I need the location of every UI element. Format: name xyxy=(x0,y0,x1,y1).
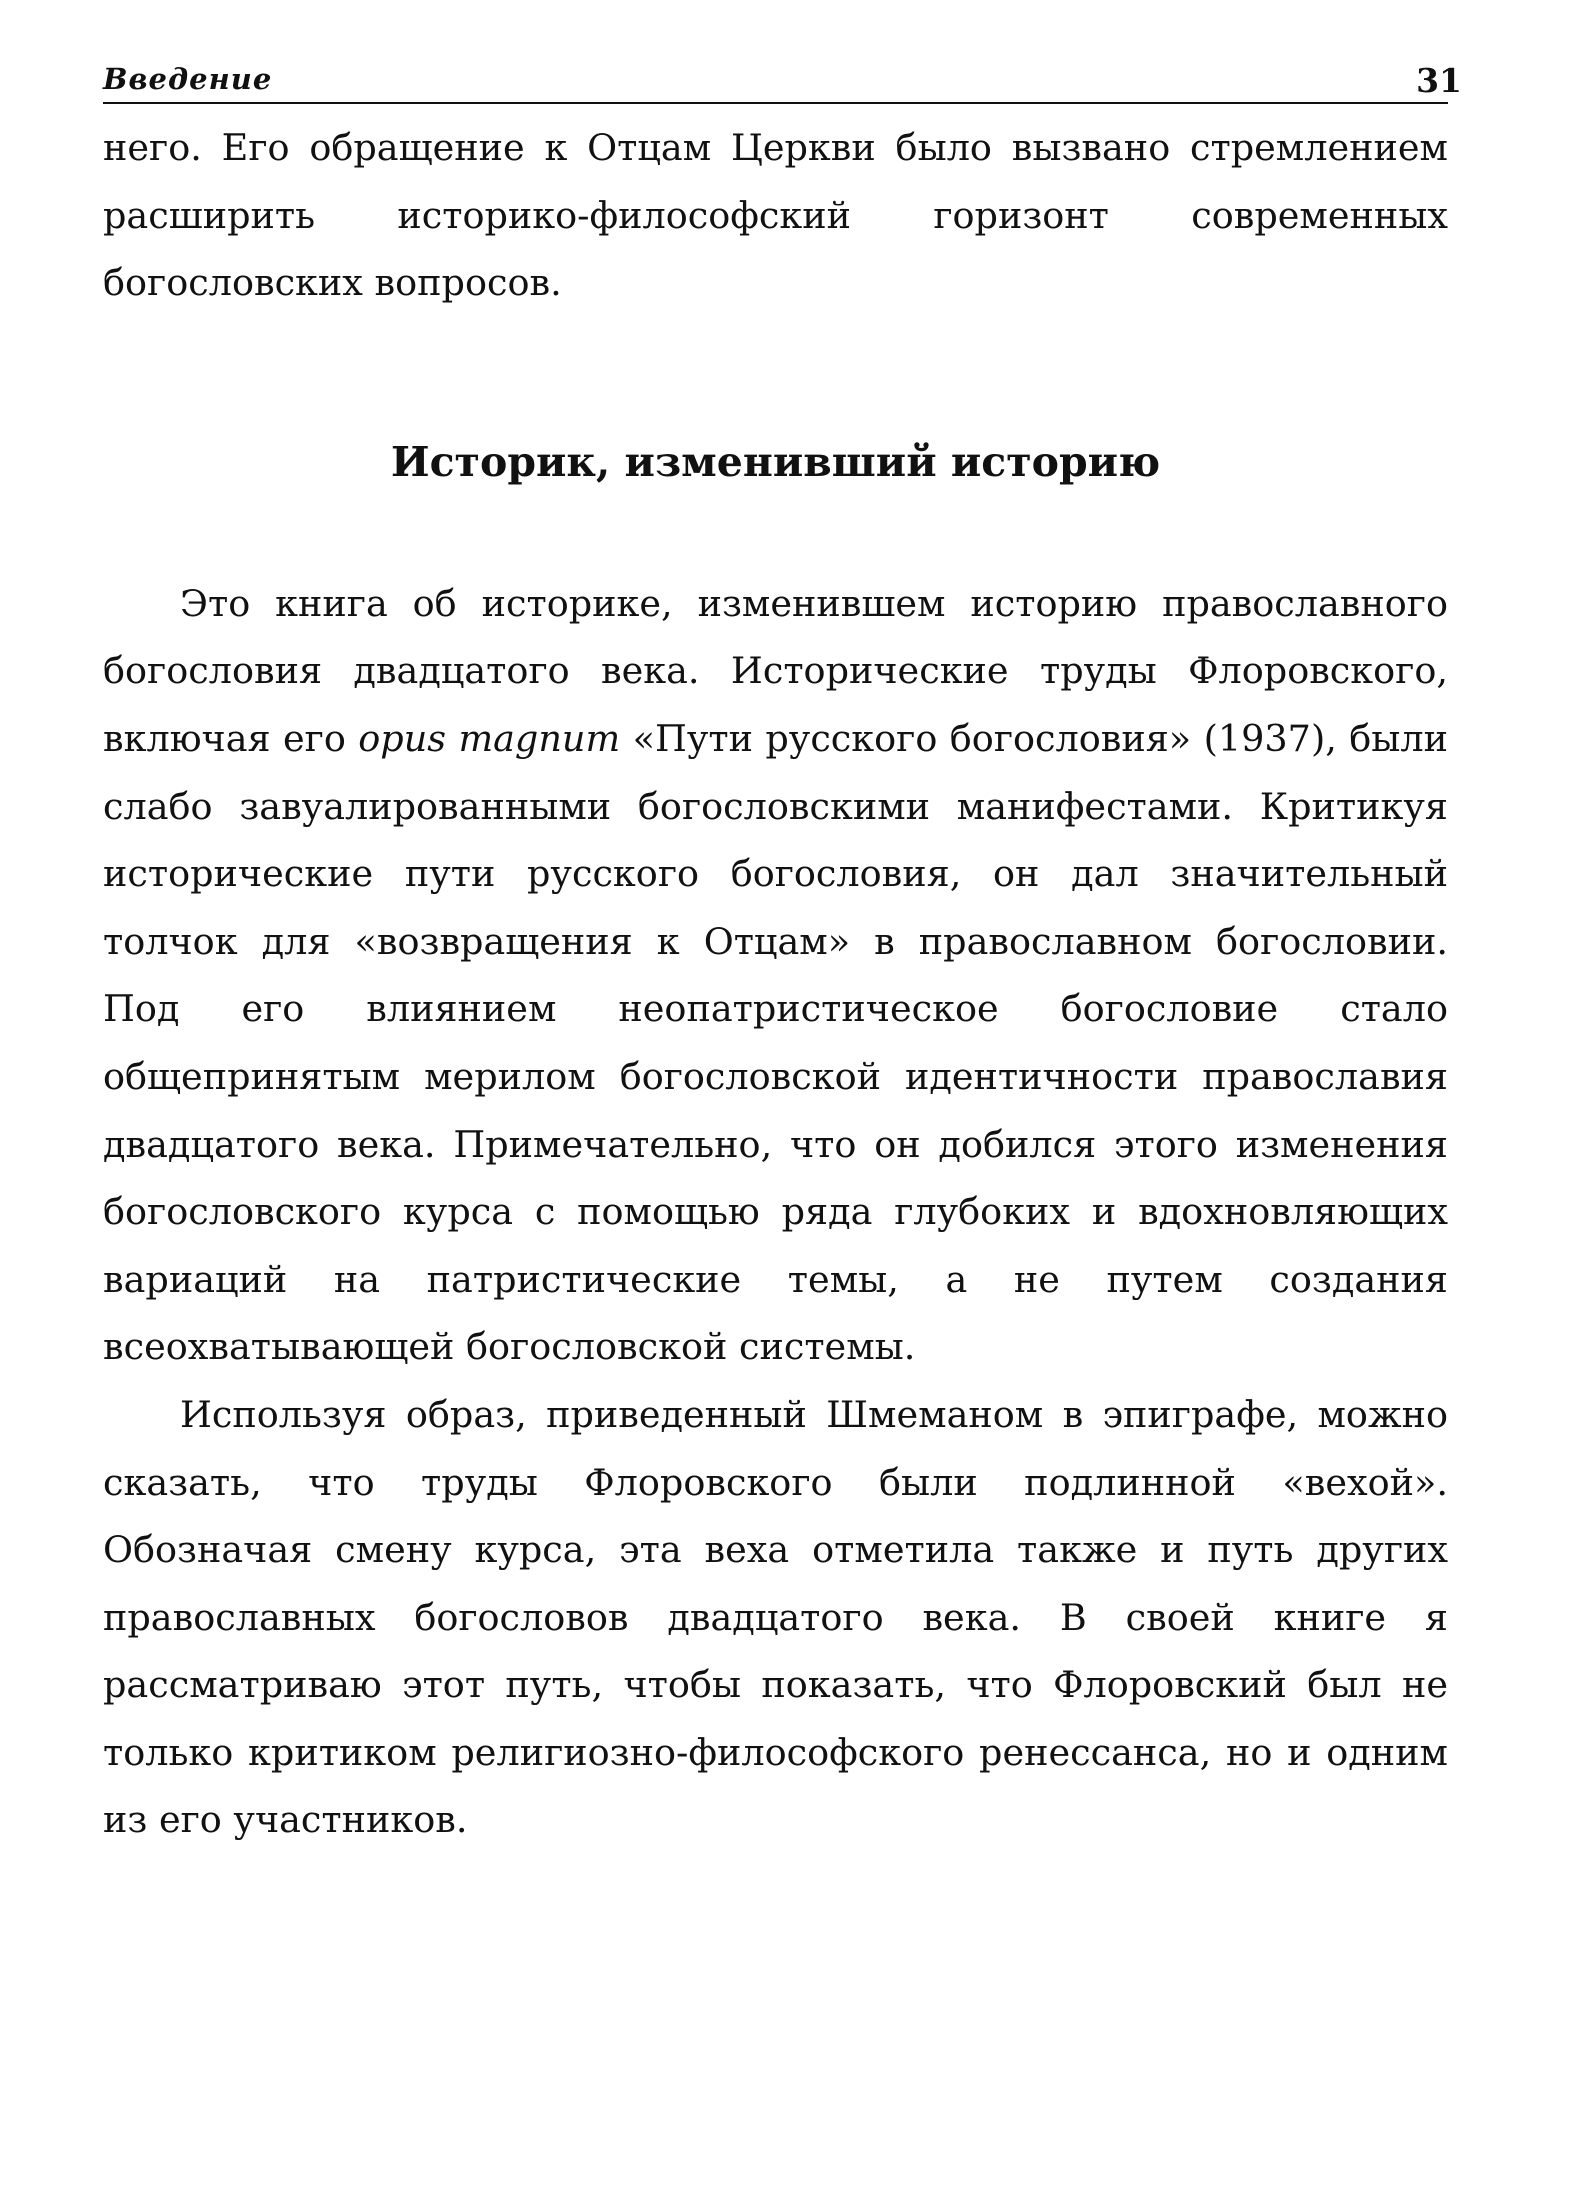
paragraph-1-text-b: «Пути русского богословия» (1937), были слабо завуалированными богословскими манифестами. Критикуя исторические пути русского богословия, он дал значительный толчок для «возвращения к Отцам» в православном богословии. Под его влиянием неопатристическое богословие стало общепринятым мерилом богословской идентичности православия двадцатого века. Примечательно, что он добился этого изменения богословского курса с помощью ряда глубоких и вдохновляющих вариаций на патристические темы, а не путем создания всеохватывающей богословской системы. xyxy=(103,716,1448,1369)
running-head xyxy=(103,52,1462,104)
paragraph-1-italic-term: opus magnum xyxy=(358,716,621,760)
paragraph-2: Используя образ, приведенный Шмеманом в эпиграфе, можно сказать, что труды Флоровского были подлинной «вехой». Обозначая смену курса, эта веха отметила также и путь других православных богословов двадцатого века. В своей книге я рассматриваю этот путь, чтобы показать, что Флоровский был не только критиком религиозно-философского ренессанса, но и одним из его участников. xyxy=(103,1392,1448,1842)
book-page xyxy=(103,52,1462,1854)
page-number: 31 xyxy=(1416,61,1462,100)
carryover-paragraph: него. Его обращение к Отцам Церкви было вызвано стремлением расширить историко-философский горизонт современных богословских вопросов. xyxy=(103,126,1448,305)
paragraph-1 xyxy=(103,570,1448,1381)
paragraph-1-text-a: Это книга об историке, изменившем историю православного богословия двадцатого века. Исторические труды Флоровского, включая его xyxy=(103,581,1448,760)
running-title: Введение xyxy=(103,62,273,96)
section-heading: Историк, изменивший историю xyxy=(390,437,1161,486)
